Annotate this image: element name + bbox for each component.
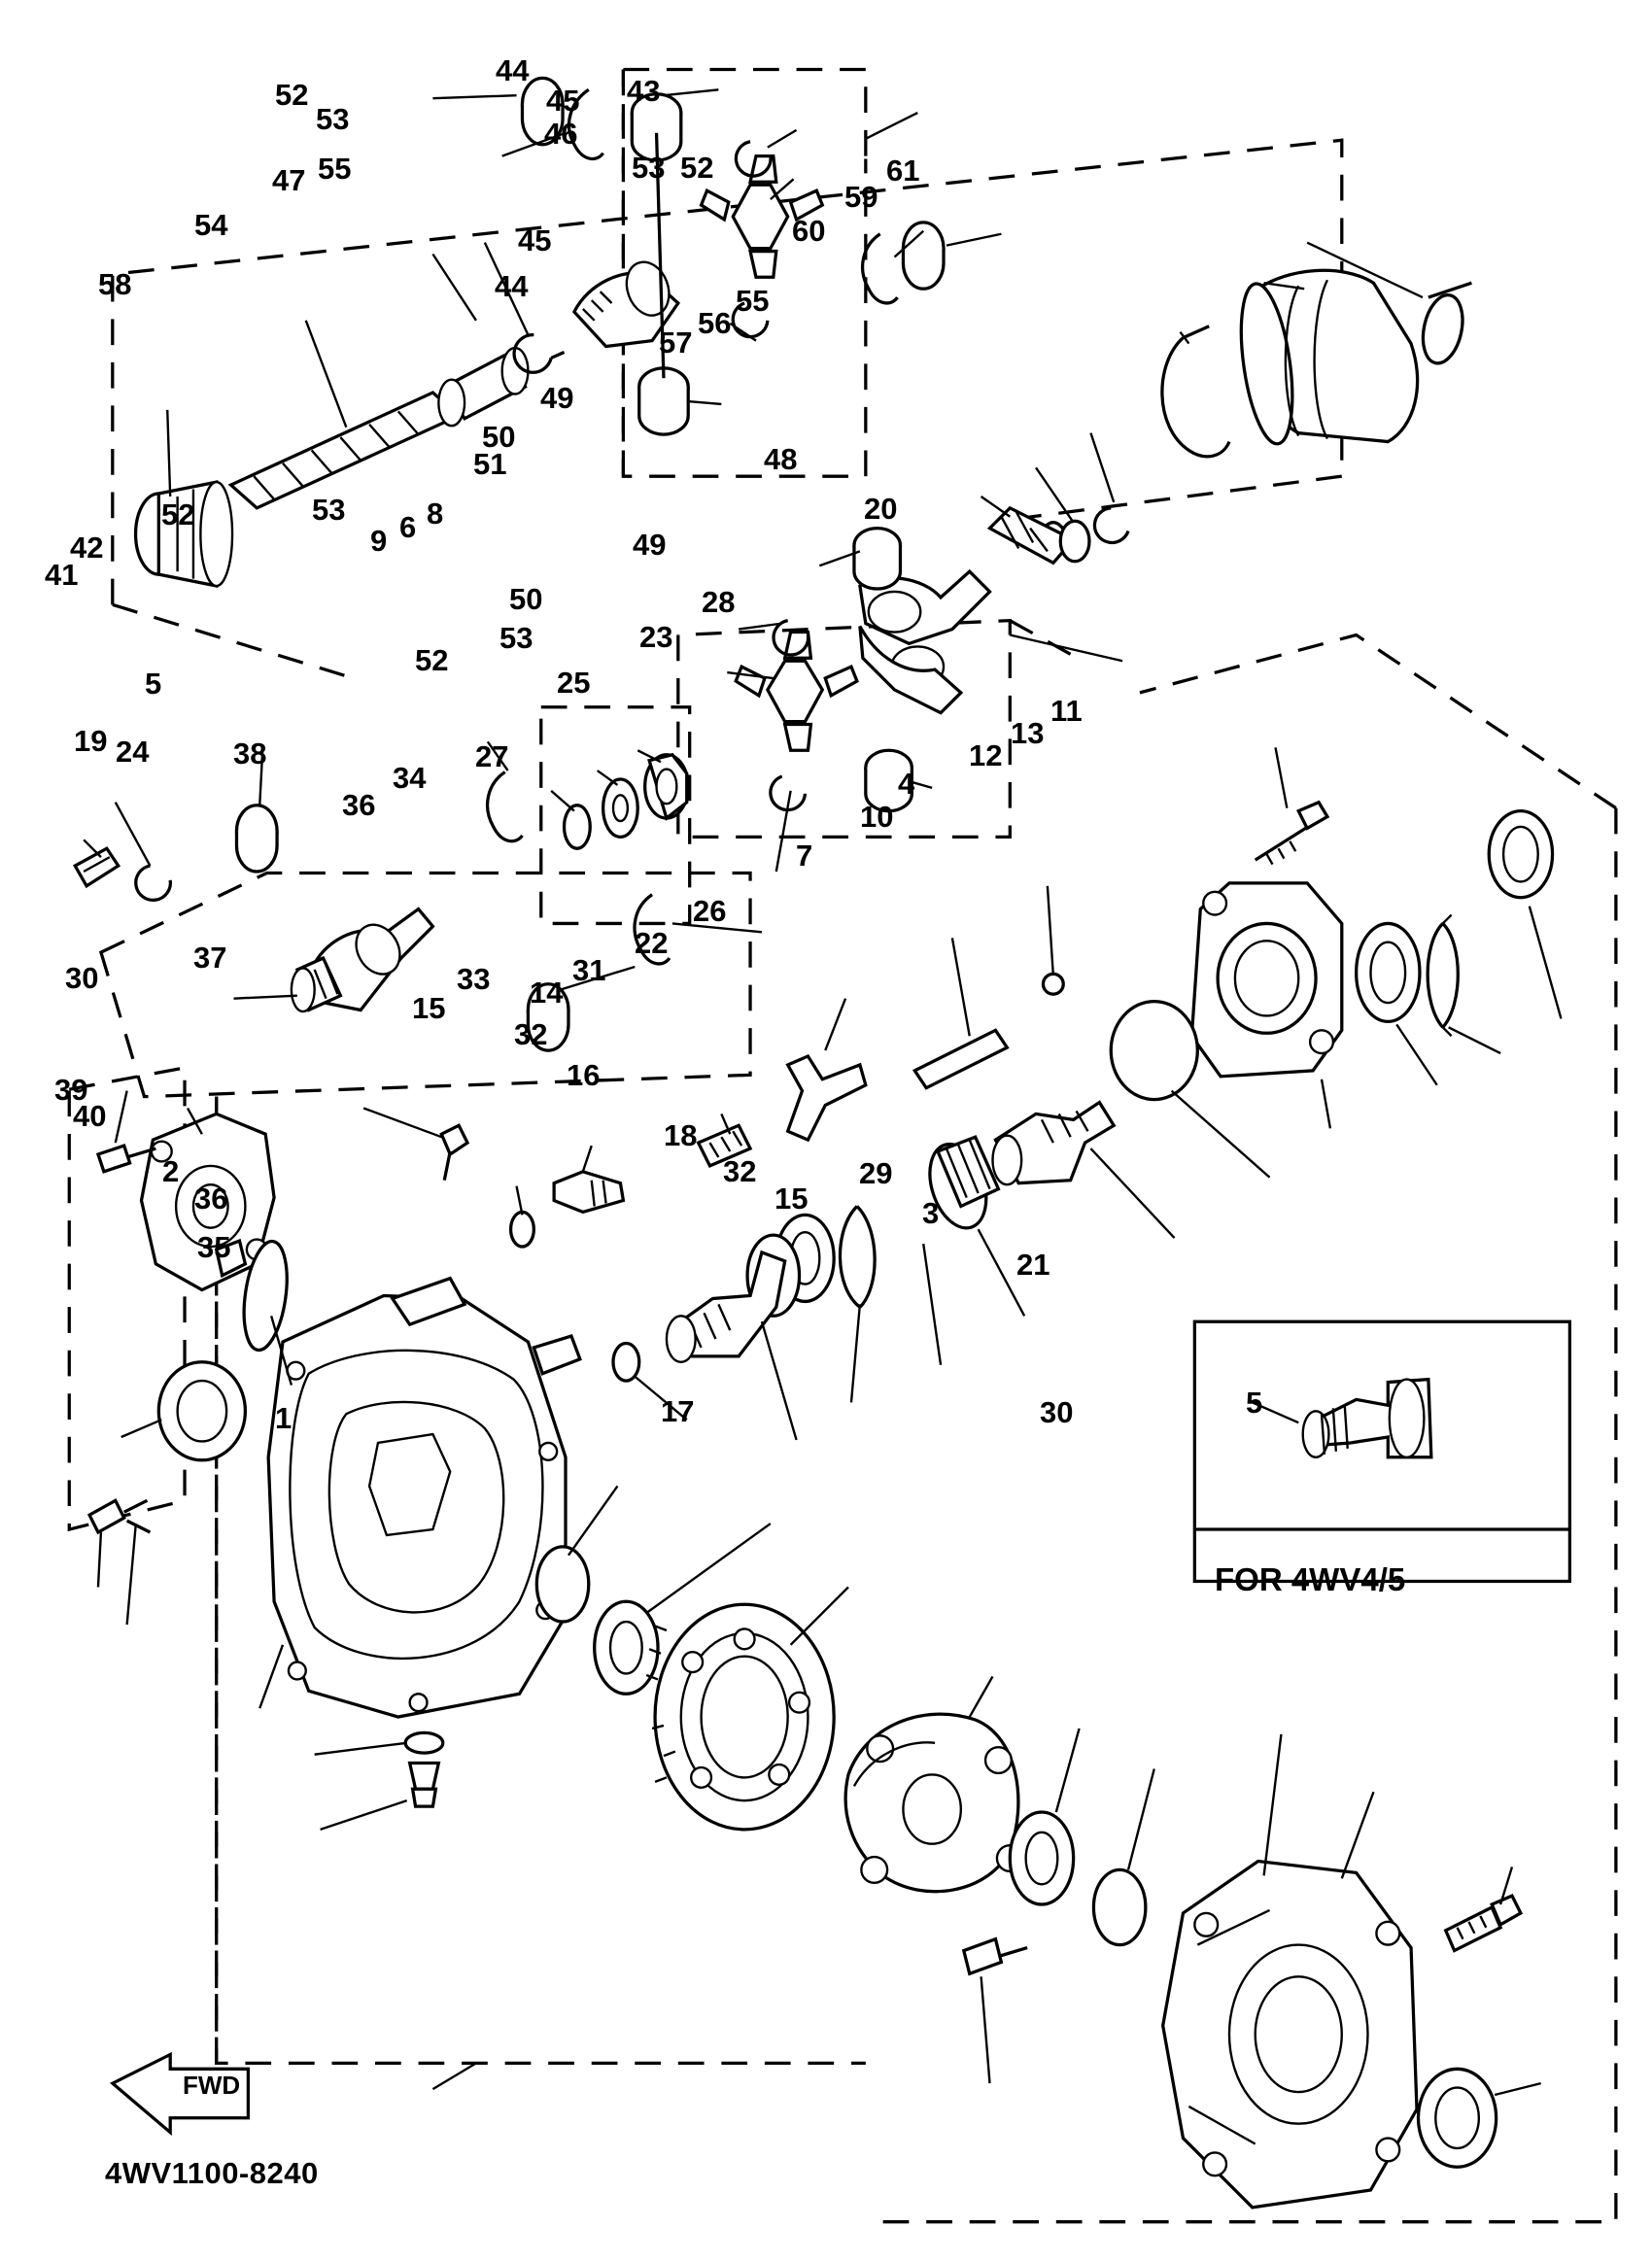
callout-46: 46 [544,117,578,151]
callout-44b: 44 [495,269,529,303]
callout-30b: 30 [1040,1395,1074,1429]
callout-15b: 15 [774,1182,809,1216]
callout-39: 39 [54,1073,88,1107]
callout-52b: 52 [680,151,714,185]
callout-59: 59 [844,180,878,214]
diagram-part-number: 4WV1100-8240 [105,2156,319,2190]
callout-44a: 44 [496,53,530,87]
callout-9: 9 [370,524,388,558]
callout-28: 28 [702,585,736,619]
callout-23: 23 [639,620,673,654]
inset-callout-5: 5 [1246,1386,1263,1420]
callout-41: 41 [45,558,79,592]
fwd-marker-label: FWD [183,2071,241,2100]
callout-17: 17 [661,1394,695,1428]
callout-15a: 15 [412,991,446,1025]
callout-55a: 55 [318,152,352,186]
callout-22: 22 [635,926,669,960]
callout-53a: 53 [316,102,350,136]
callout-45a: 45 [546,84,580,118]
callout-32b: 32 [723,1154,757,1188]
callout-13: 13 [1011,716,1045,750]
callout-10: 10 [860,800,894,834]
callout-52c: 52 [161,497,195,531]
callout-7: 7 [796,839,813,873]
callout-53c: 53 [312,493,346,527]
callout-54: 54 [194,208,228,242]
callout-53b: 53 [632,151,666,185]
callout-53d: 53 [499,621,533,655]
callout-61: 61 [886,154,920,188]
callout-50a: 50 [482,420,516,454]
callout-50b: 50 [509,582,543,616]
callout-31: 31 [572,953,606,987]
callout-60: 60 [792,214,826,248]
callout-49b: 49 [633,528,667,562]
callout-25: 25 [557,666,591,700]
callout-49a: 49 [540,381,574,415]
callout-16: 16 [567,1058,601,1092]
callout-32a: 32 [514,1017,548,1051]
callout-4: 4 [898,767,915,801]
callout-52d: 52 [415,643,449,677]
callout-57: 57 [659,325,693,360]
callout-34: 34 [393,761,427,795]
callout-52a: 52 [275,78,309,112]
callout-48: 48 [764,442,798,476]
callout-38: 38 [233,737,267,771]
callout-12: 12 [969,738,1003,772]
callout-1: 1 [275,1401,293,1435]
callout-43: 43 [627,74,661,108]
callout-30a: 30 [65,961,99,995]
callout-19: 19 [74,724,108,758]
callout-5: 5 [145,667,162,701]
callout-27: 27 [475,739,509,773]
callout-29: 29 [859,1156,893,1190]
callout-33: 33 [457,962,491,996]
callout-8: 8 [427,497,444,531]
callout-47: 47 [272,163,306,197]
callout-42: 42 [70,531,104,565]
callout-36b: 36 [194,1182,228,1216]
callout-58: 58 [98,267,132,301]
callout-35: 35 [197,1230,231,1264]
callout-37: 37 [193,941,227,975]
callout-11: 11 [1050,694,1083,728]
callout-14: 14 [530,976,564,1010]
callout-26: 26 [693,894,727,928]
callout-40: 40 [73,1099,107,1133]
callout-2: 2 [162,1154,180,1188]
callout-36a: 36 [342,788,376,822]
callout-51: 51 [473,447,507,481]
callout-45b: 45 [518,223,552,257]
callout-56: 56 [698,306,732,340]
callout-18: 18 [664,1118,698,1152]
callout-55b: 55 [736,284,770,318]
callout-6: 6 [399,510,417,544]
callout-24: 24 [116,735,150,769]
callout-21: 21 [1016,1248,1050,1282]
callout-20: 20 [864,492,898,526]
inset-box-label: FOR 4WV4/5 [1215,1561,1406,1597]
callout-3: 3 [922,1196,940,1230]
